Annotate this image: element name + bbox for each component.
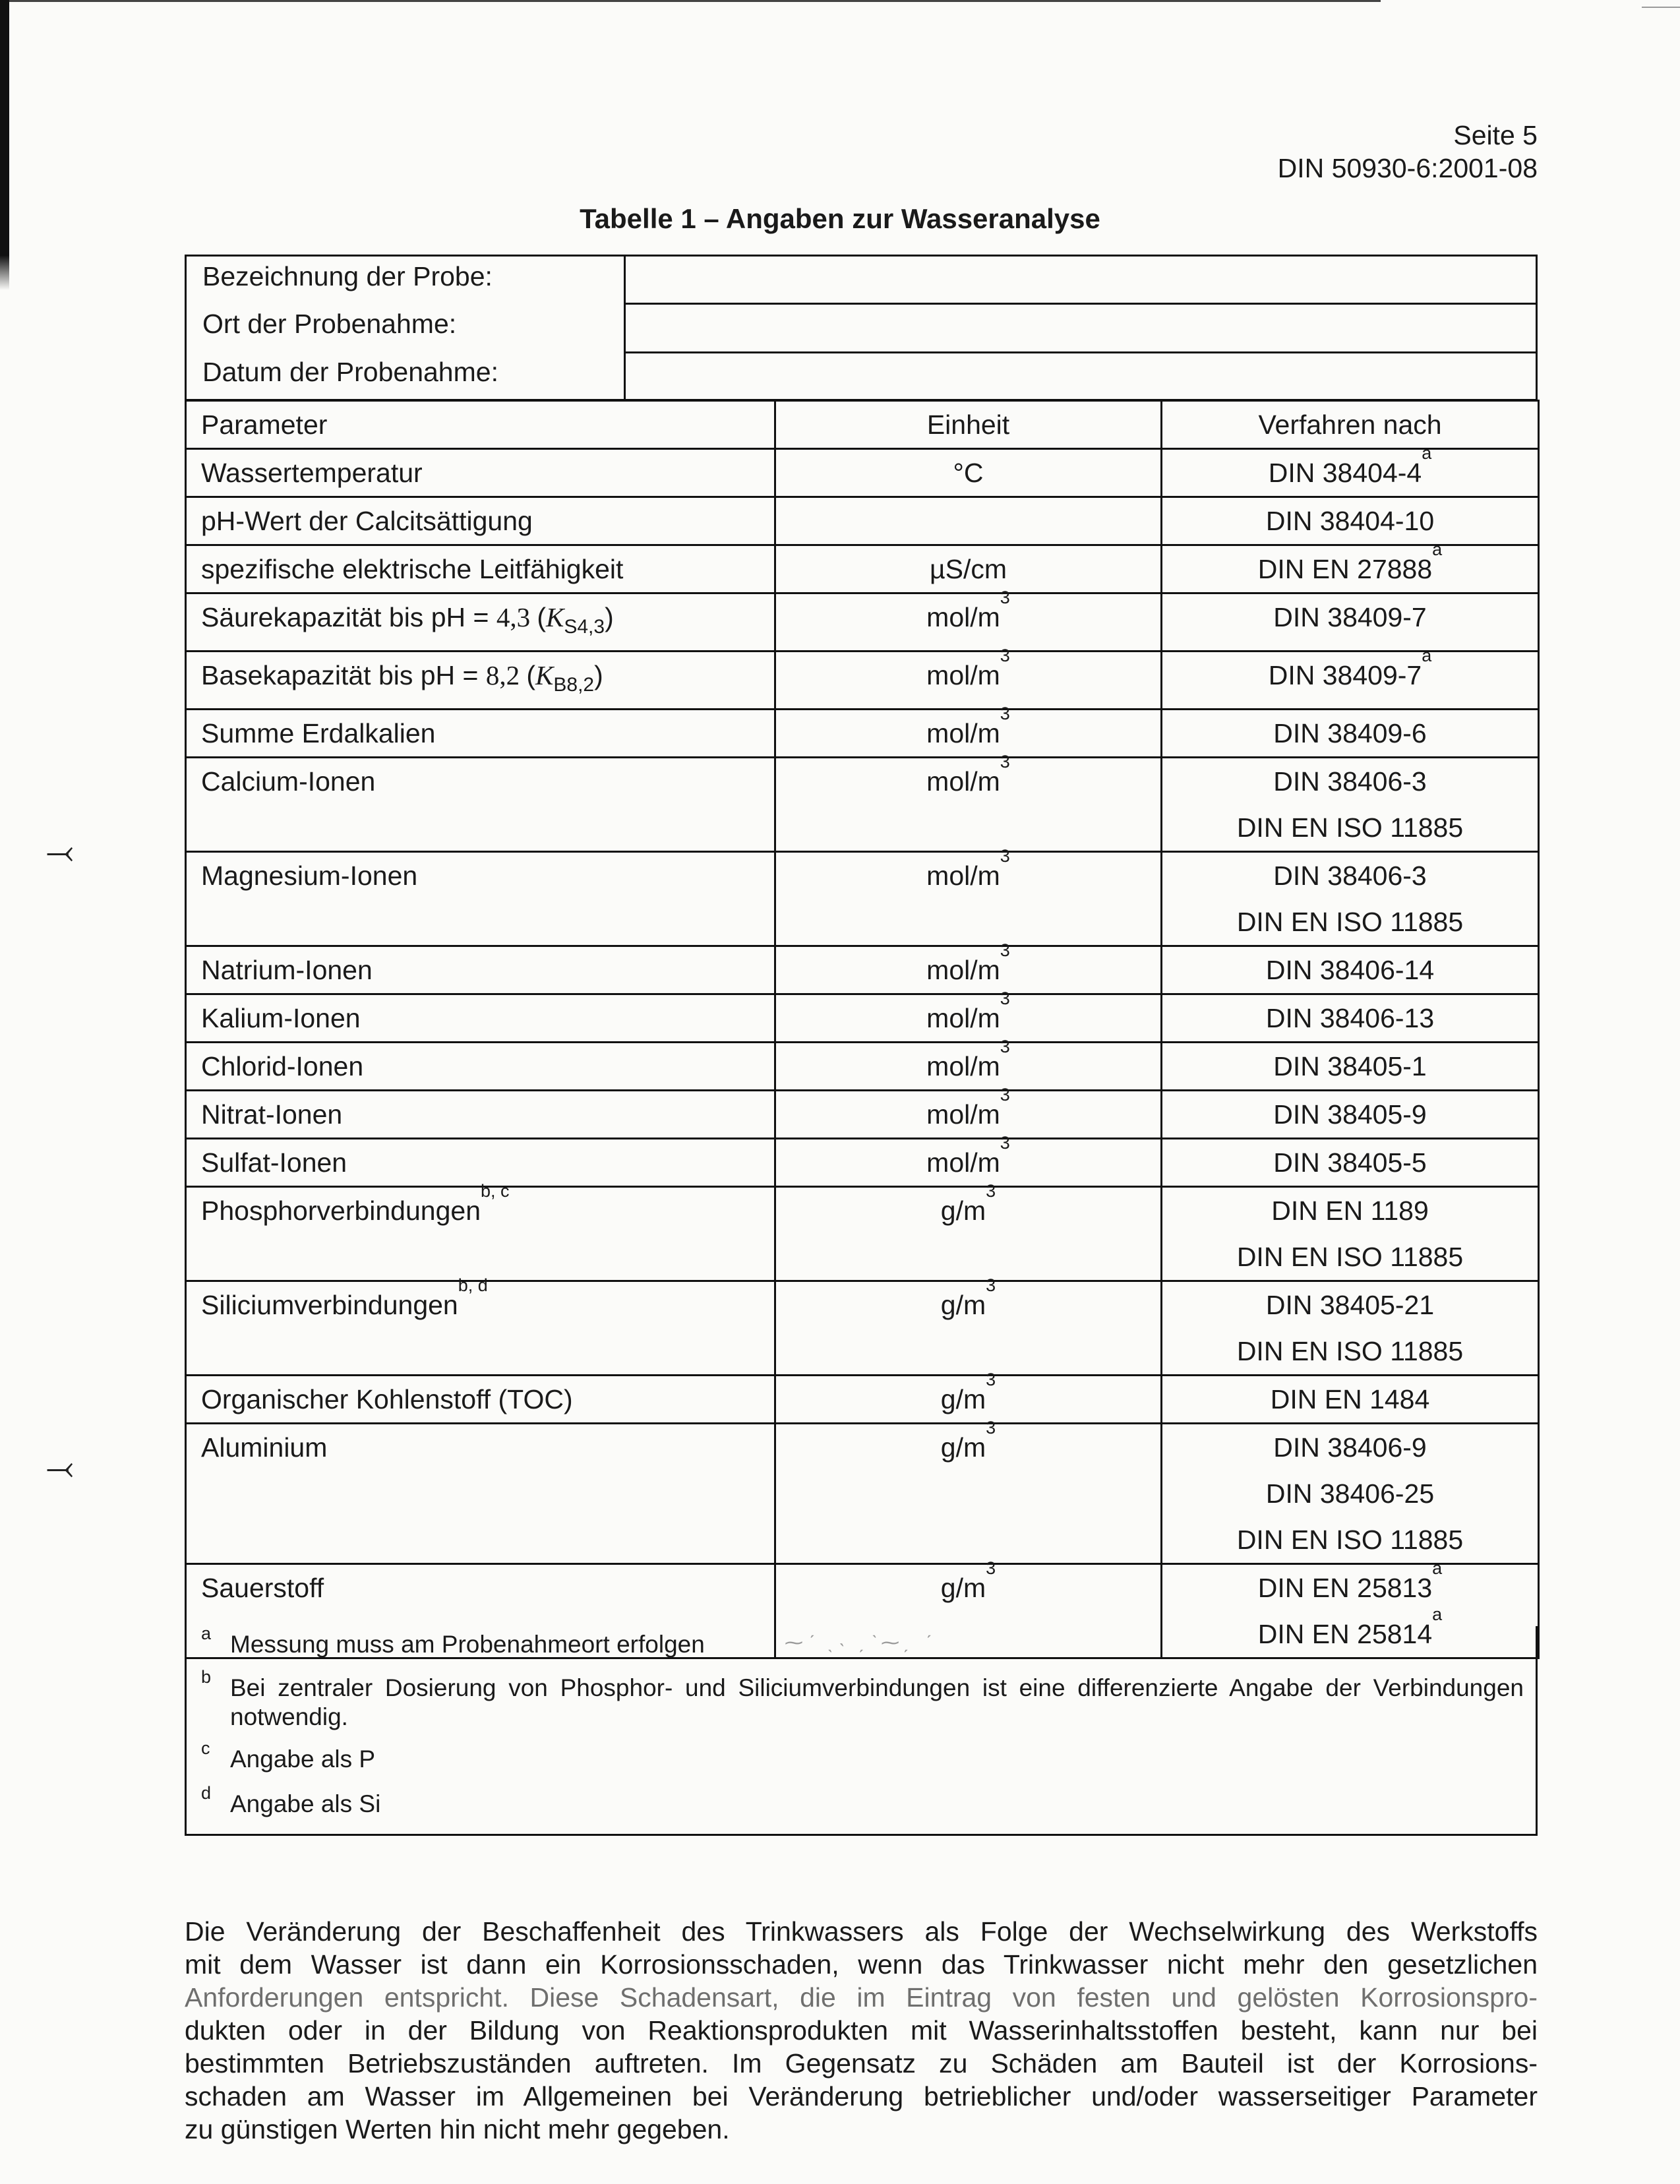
unit-value: $g/m^3$	[940, 1558, 996, 1603]
parameter-formula: Basekapazität bis pH = 8,2 $(K_{B8,2})$	[201, 660, 603, 696]
method-cell	[1162, 1091, 1539, 1139]
method-line	[1169, 443, 1531, 496]
paragraph-line: zu günstigen Werten hin nicht mehr gegeben.	[185, 2114, 730, 2144]
method-name: DIN EN ISO 11885	[1236, 1525, 1464, 1555]
unit-value: mol/$m^3$	[926, 752, 1010, 797]
method-line	[1169, 1424, 1531, 1471]
table-row	[186, 758, 1539, 852]
header-parameter: Parameter	[186, 401, 775, 449]
unit-exponent: 3	[986, 1418, 996, 1438]
method-cell	[1162, 1281, 1539, 1376]
unit-value: µS/cm	[929, 554, 1007, 584]
sample-entry-line	[626, 303, 1536, 305]
method-name: DIN 38406-25	[1265, 1478, 1435, 1509]
table-row	[186, 1376, 1539, 1424]
method-cell	[1162, 946, 1539, 994]
page-number: Seite 5	[1453, 120, 1538, 150]
footnote-ref: b, c	[481, 1181, 510, 1201]
unit-value: mol/$m^3$	[926, 846, 1010, 891]
sample-label-place: Ort der Probenahme:	[202, 309, 457, 339]
method-line	[1169, 710, 1531, 756]
unit-exponent: 3	[986, 1558, 996, 1578]
method-cell	[1162, 1043, 1539, 1091]
unit-value: °C	[953, 458, 984, 488]
method-name: DIN 38404-4	[1268, 458, 1422, 488]
parameter-name: Wassertemperatur	[201, 458, 423, 488]
paragraph-line: schaden am Wasser im Allgemeinen bei Veränderung betrieblicher und/oder wasserseitiger Parameter	[185, 2081, 1538, 2111]
method-line	[1169, 1558, 1531, 1611]
method-cell	[1162, 646, 1539, 710]
unit-value: mol/$m^3$	[926, 704, 1010, 748]
page-header	[1278, 119, 1538, 185]
unit-value: mol/$m^3$	[926, 1085, 1010, 1130]
footnote-text: Angabe als P	[230, 1745, 376, 1773]
unit-cell	[775, 704, 1162, 758]
scan-corner-mark	[1642, 0, 1680, 8]
margin-arrow-icon: ⤙	[46, 833, 74, 871]
table-footnotes	[185, 1623, 1538, 1836]
footnote-text: Messung muss am Probenahmeort erfolgen	[230, 1631, 705, 1658]
parameter-name: Summe Erdalkalien	[201, 718, 436, 748]
parameter-cell	[186, 710, 775, 758]
method-line	[1169, 1471, 1531, 1517]
footnote-d	[201, 1783, 1524, 1819]
unit-value: $g/m^3$	[940, 1275, 996, 1320]
method-line	[1169, 853, 1531, 899]
method-line	[1169, 1043, 1531, 1089]
unit-cell	[775, 449, 1162, 497]
parameter-name: Aluminium	[201, 1432, 328, 1463]
unit-exponent: 3	[1000, 704, 1010, 723]
footnote-b	[201, 1667, 1524, 1732]
sample-info-box	[185, 255, 1538, 401]
parameter-cell	[186, 994, 775, 1043]
unit-cell	[775, 1085, 1162, 1139]
parameter-name: spezifische elektrische Leitfähigkeit	[201, 554, 624, 584]
unit-exponent: 3	[1000, 988, 1010, 1008]
parameter-name: Phosphorverbindungen	[201, 1196, 481, 1226]
table-row	[186, 1091, 1539, 1139]
parameter-cell	[186, 497, 775, 545]
method-name: DIN EN 27888	[1257, 554, 1433, 584]
method-name: DIN 38406-9	[1273, 1432, 1427, 1463]
footnote-ref: a	[1432, 539, 1443, 559]
scan-top-edge	[9, 0, 1381, 2]
margin-arrow-icon: ⤙	[46, 1449, 74, 1487]
footnote-mark: c	[201, 1738, 210, 1758]
unit-exponent: 3	[986, 1181, 996, 1201]
parameter-cell	[186, 1181, 775, 1281]
parameter-formula: Säurekapazität bis pH = 4,3 $(K_{S4,3})$	[201, 602, 614, 638]
table-row	[186, 1424, 1539, 1564]
parameter-name: Calcium-Ionen	[201, 766, 376, 797]
unit-exponent: 3	[1000, 940, 1010, 960]
unit-exponent: 3	[1000, 1037, 1010, 1056]
method-line	[1169, 594, 1531, 640]
method-name: DIN EN ISO 11885	[1236, 1242, 1464, 1272]
method-line	[1169, 804, 1531, 851]
method-cell	[1162, 710, 1539, 758]
method-cell	[1162, 994, 1539, 1043]
footnote-c	[201, 1738, 1524, 1774]
method-line	[1169, 758, 1531, 804]
unit-cell	[775, 646, 1162, 710]
table-row	[186, 449, 1539, 497]
method-name: DIN EN 25814	[1257, 1619, 1433, 1649]
footnote-text: Angabe als Si	[230, 1790, 381, 1817]
unit-cell	[775, 1133, 1162, 1187]
table-header-row	[186, 401, 1539, 449]
parameter-cell	[186, 545, 775, 593]
method-name: DIN 38405-21	[1265, 1290, 1435, 1320]
unit-value: $g/m^3$	[940, 1370, 996, 1414]
header-unit: Einheit	[775, 401, 1162, 449]
method-line	[1169, 1234, 1531, 1280]
paragraph-line: Die Veränderung der Beschaffenheit des Trinkwassers als Folge der Wechselwirkung des Werkstoffs	[185, 1916, 1538, 1947]
method-name: DIN EN 1189	[1271, 1196, 1429, 1226]
unit-exponent: 3	[1000, 588, 1010, 607]
method-line	[1169, 1188, 1531, 1234]
parameter-cell	[186, 1139, 775, 1187]
table-row	[186, 1281, 1539, 1376]
unit-exponent: 3	[986, 1370, 996, 1389]
parameter-name: Organischer Kohlenstoff (TOC)	[201, 1384, 573, 1414]
method-name: DIN 38409-7	[1273, 602, 1427, 632]
method-line	[1169, 1091, 1531, 1138]
unit-cell	[775, 1181, 1162, 1281]
unit-cell	[775, 1370, 1162, 1424]
method-cell	[1162, 1424, 1539, 1564]
unit-value: mol/$m^3$	[926, 1133, 1010, 1178]
parameter-cell	[186, 1091, 775, 1139]
table-row	[186, 946, 1539, 994]
method-name: DIN 38406-13	[1265, 1003, 1435, 1033]
method-name: DIN 38404-10	[1265, 506, 1435, 536]
footnote-mark: a	[201, 1623, 212, 1643]
method-line	[1169, 995, 1531, 1041]
standard-id: DIN 50930-6:2001-08	[1277, 153, 1538, 183]
unit-cell	[775, 1275, 1162, 1376]
method-name: DIN 38405-5	[1273, 1147, 1427, 1178]
unit-cell	[775, 940, 1162, 994]
parameter-cell	[186, 1376, 775, 1424]
method-line	[1169, 646, 1531, 698]
method-name: DIN 38406-3	[1273, 766, 1427, 797]
method-cell	[1162, 1376, 1539, 1424]
table-row	[186, 1043, 1539, 1091]
parameter-table	[185, 400, 1540, 1659]
parameter-cell	[186, 758, 775, 852]
unit-value: $g/m^3$	[940, 1418, 996, 1463]
table-row	[186, 710, 1539, 758]
footnote-text: Bei zentraler Dosierung von Phosphor- und Siliciumverbindungen ist eine differenzierte Angabe der Verbindungen notwendig.	[230, 1674, 1524, 1730]
scan-smudge: ⁓ˊ ˎ˴ ˏˋ⁓ˏ ˊ	[785, 1632, 936, 1653]
method-line	[1169, 947, 1531, 993]
method-name: DIN EN 25813	[1257, 1573, 1433, 1603]
parameter-name: Natrium-Ionen	[201, 955, 373, 985]
footnote-ref: a	[1422, 646, 1432, 665]
parameter-name: Siliciumverbindungen	[201, 1290, 458, 1320]
method-name: DIN EN 1484	[1270, 1384, 1430, 1414]
method-line	[1169, 1282, 1531, 1328]
method-line	[1169, 1376, 1531, 1422]
parameter-name: pH-Wert der Calcitsättigung	[201, 506, 533, 536]
method-line	[1169, 1328, 1531, 1374]
unit-cell	[775, 752, 1162, 852]
unit-value: mol/$m^3$	[926, 646, 1010, 690]
footnote-ref: a	[1422, 443, 1432, 463]
table-row	[186, 994, 1539, 1043]
parameter-cell	[186, 593, 775, 652]
method-name: DIN EN ISO 11885	[1236, 1336, 1464, 1366]
unit-cell	[775, 497, 1162, 545]
unit-value: mol/$m^3$	[926, 988, 1010, 1033]
unit-cell	[775, 846, 1162, 946]
unit-value: $g/m^3$	[940, 1181, 996, 1226]
parameter-cell	[186, 652, 775, 710]
method-line	[1169, 1517, 1531, 1563]
unit-cell	[775, 588, 1162, 652]
unit-cell	[775, 1418, 1162, 1564]
unit-cell	[775, 988, 1162, 1043]
parameter-name: Chlorid-Ionen	[201, 1051, 364, 1081]
paragraph-line: mit dem Wasser ist dann ein Korrosionsschaden, wenn das Trinkwasser nicht mehr den gesetzlichen	[185, 1949, 1538, 1980]
footnote-mark: b	[201, 1667, 212, 1687]
table-row	[186, 1187, 1539, 1281]
unit-exponent: 3	[1000, 1085, 1010, 1105]
method-name: DIN 38409-6	[1273, 718, 1427, 748]
paragraph-line: Anforderungen entspricht. Diese Schadensart, die im Eintrag von festen und gelösten Korrosionspro-	[185, 1982, 1538, 2013]
unit-cell	[775, 1037, 1162, 1091]
method-name: DIN 38406-3	[1273, 861, 1427, 891]
unit-exponent: 3	[1000, 1133, 1010, 1153]
method-line	[1169, 498, 1531, 544]
footnote-ref: a	[1432, 1604, 1443, 1624]
method-cell	[1162, 593, 1539, 652]
scan-binding-edge	[0, 0, 9, 290]
parameter-cell	[186, 946, 775, 994]
unit-value: mol/$m^3$	[926, 588, 1010, 632]
method-cell	[1162, 852, 1539, 946]
body-paragraph	[185, 1915, 1538, 2146]
parameter-cell	[186, 449, 775, 497]
method-name: DIN 38405-9	[1273, 1099, 1427, 1130]
method-name: DIN 38405-1	[1273, 1051, 1427, 1081]
method-cell	[1162, 539, 1539, 593]
sample-labels	[187, 257, 626, 399]
paragraph-line: bestimmten Betriebszuständen auftreten. Im Gegensatz zu Schäden am Bauteil ist der Korrosions-	[185, 2048, 1538, 2078]
sample-label-name: Bezeichnung der Probe:	[202, 261, 493, 291]
parameter-name: Nitrat-Ionen	[201, 1099, 343, 1130]
table-row	[186, 652, 1539, 710]
method-name: DIN EN ISO 11885	[1236, 812, 1464, 843]
footnote-ref: b, d	[458, 1275, 488, 1295]
table-row	[186, 545, 1539, 593]
method-cell	[1162, 758, 1539, 852]
method-cell	[1162, 443, 1539, 497]
table-row	[186, 593, 1539, 652]
parameter-cell	[186, 852, 775, 946]
method-cell	[1162, 1187, 1539, 1281]
method-cell	[1162, 1139, 1539, 1187]
method-name: DIN 38406-14	[1265, 955, 1435, 985]
parameter-cell	[186, 1424, 775, 1564]
parameter-name: Magnesium-Ionen	[201, 861, 418, 891]
footnote-ref: a	[1432, 1558, 1443, 1578]
unit-exponent: 3	[986, 1275, 996, 1295]
unit-cell	[775, 545, 1162, 593]
table-caption: Tabelle 1 – Angaben zur Wasseranalyse	[580, 203, 1100, 234]
method-name: DIN 38409-7	[1268, 660, 1422, 690]
method-line	[1169, 899, 1531, 945]
header-method: Verfahren nach	[1162, 401, 1539, 449]
sample-entry-line	[626, 351, 1536, 353]
table-row	[186, 852, 1539, 946]
table-row	[186, 1139, 1539, 1187]
parameter-cell	[186, 1275, 775, 1376]
paragraph-line: dukten oder in der Bildung von Reaktionsprodukten mit Wasserinhaltsstoffen besteht, kann nur bei	[185, 2015, 1538, 2046]
method-line	[1169, 1139, 1531, 1186]
method-line	[1169, 539, 1531, 592]
parameter-name: Sulfat-Ionen	[201, 1147, 347, 1178]
parameter-name: Sauerstoff	[201, 1573, 324, 1603]
unit-value: mol/$m^3$	[926, 1037, 1010, 1081]
method-cell	[1162, 497, 1539, 545]
method-name: DIN EN ISO 11885	[1236, 907, 1464, 937]
table-row	[186, 497, 1539, 545]
sample-label-date: Datum der Probenahme:	[202, 357, 498, 387]
unit-exponent: 3	[1000, 646, 1010, 665]
unit-exponent: 3	[1000, 846, 1010, 866]
footnote-mark: d	[201, 1783, 212, 1803]
unit-exponent: 3	[1000, 752, 1010, 772]
unit-value: mol/$m^3$	[926, 940, 1010, 985]
parameter-name: Kalium-Ionen	[201, 1003, 361, 1033]
parameter-cell	[186, 1043, 775, 1091]
